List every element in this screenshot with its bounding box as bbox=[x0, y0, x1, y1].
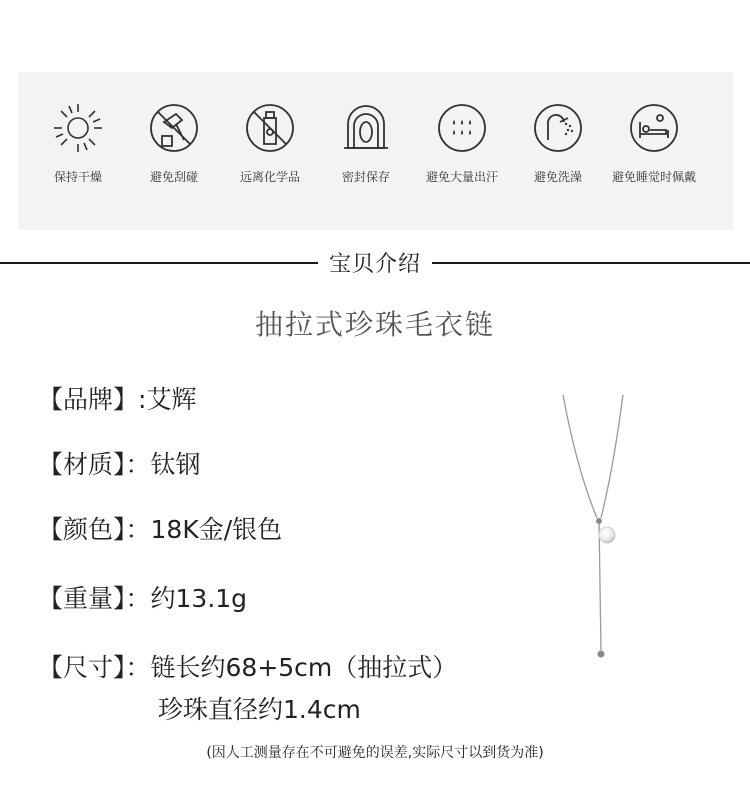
care-label-no-sleep: 避免睡觉时佩戴 bbox=[611, 170, 696, 184]
spec-color bbox=[38, 510, 282, 546]
care-item-no-chemicals bbox=[220, 100, 320, 185]
care-item-sealed-storage bbox=[316, 100, 416, 185]
spec-size-label: 【尺寸】 bbox=[38, 653, 126, 682]
spec-brand-label: 【品牌】 bbox=[38, 385, 139, 414]
spec-size-pearl: 珍珠直径约1.4cm bbox=[158, 695, 361, 724]
spec-material-label: 【材质】 bbox=[38, 450, 126, 479]
spec-size bbox=[38, 648, 457, 684]
spec-weight bbox=[38, 579, 247, 615]
spec-color-value: ：18K金/银色 bbox=[125, 515, 283, 544]
care-item-no-scratch bbox=[124, 100, 224, 185]
spec-material-value: ：钛钢 bbox=[125, 450, 201, 479]
care-label-no-chemicals: 远离化学品 bbox=[239, 170, 300, 184]
sealed-storage-icon bbox=[338, 100, 394, 156]
care-label-keep-dry: 保持干燥 bbox=[53, 170, 102, 184]
spec-color-label: 【颜色】 bbox=[38, 515, 126, 544]
care-label-no-sweat: 避免大量出汗 bbox=[425, 170, 498, 184]
section-title: 宝贝介绍 bbox=[328, 252, 421, 277]
no-scratch-icon bbox=[146, 100, 202, 156]
measurement-note: (因人工测量存在不可避免的误差,实际尺寸以到货为准) bbox=[206, 745, 544, 761]
spec-weight-value: ：约13.1g bbox=[125, 584, 248, 613]
spec-weight-label: 【重量】 bbox=[38, 584, 126, 613]
sweat-icon bbox=[434, 100, 490, 156]
spec-size-value: ：链长约68+5cm（抽拉式） bbox=[125, 653, 458, 682]
care-label-sealed-storage: 密封保存 bbox=[341, 170, 390, 184]
care-label-no-scratch: 避免刮碰 bbox=[149, 170, 198, 184]
shower-icon bbox=[530, 100, 586, 156]
care-item-no-sleep bbox=[604, 100, 704, 185]
care-instructions-band bbox=[18, 72, 733, 230]
care-item-keep-dry bbox=[28, 100, 128, 185]
spec-material bbox=[38, 445, 201, 481]
care-item-no-shower bbox=[508, 100, 608, 185]
no-chemicals-icon bbox=[242, 100, 298, 156]
care-item-no-sweat bbox=[412, 100, 512, 185]
sun-icon bbox=[50, 100, 106, 156]
spec-brand bbox=[38, 380, 196, 416]
spec-brand-value: :艾辉 bbox=[138, 385, 197, 414]
sleep-icon bbox=[626, 100, 682, 156]
product-name: 抽拉式珍珠毛衣链 bbox=[254, 308, 495, 341]
necklace-image bbox=[555, 390, 635, 665]
care-label-no-shower: 避免洗澡 bbox=[533, 170, 582, 184]
